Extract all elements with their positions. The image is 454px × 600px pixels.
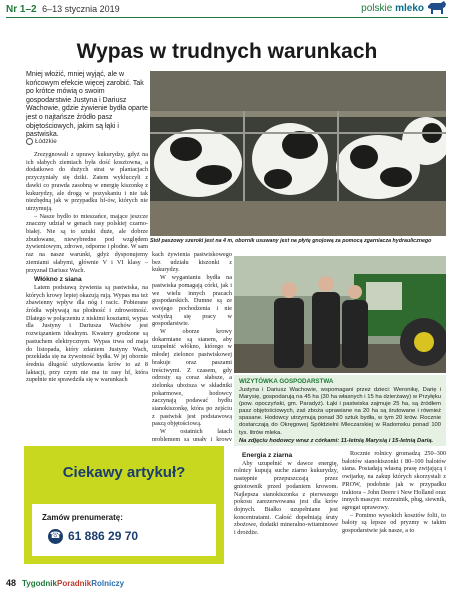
paragraph: Zrezygnowali z uprawy kukurydzy, gdyż na ich słabych ziemiach była dość kosztowna, a dodatkowo do dużych strat w plantacjach przyczyniały się dziki. Zatem wykluczyli z dawki co prawda zasobną w energię kiszonkę z kukurydzy, ale drogą w pozyskaniu i nie tak niezbędną jak w przypadku hf-ów, których nie utrzymują. bbox=[26, 151, 148, 212]
column-4 bbox=[342, 450, 446, 574]
location-icon bbox=[26, 138, 33, 145]
ad-phone-number[interactable]: 61 886 29 70 bbox=[68, 529, 139, 543]
subscription-ad[interactable] bbox=[24, 446, 224, 564]
paragraph: W oborze krowy dokarmiane są sianem, aby uzupełnić włókno, którego w młodej zielonce pastwiskowej brakuje oraz paszami treściwymi. Z czasem, gdy odrosty są coraz słabsze, a zielonka uboższa w składniki pokarmowe, hodowcy zaczynają podawać bydłu sianokiszonkę, która po zejściu z pastwisk jest podstawową paszą objętościową. bbox=[152, 328, 232, 428]
paragraph: kach żywienia pastwiskowego bez udziału kiszonki z kukurydzy. bbox=[152, 251, 232, 274]
paragraph: – Pomimo wysokich kosztów folii, to baloty są lepsze od pryzmy w takim gospodarstwie jak nasze, a to bbox=[342, 511, 446, 535]
subheading: Energia z ziarna bbox=[242, 452, 293, 459]
ad-label: Zamów prenumeratę: bbox=[42, 513, 123, 522]
source-label: Łódzkie bbox=[35, 138, 57, 146]
column-1 bbox=[26, 151, 148, 429]
ad-title: Ciekawy artykuł? bbox=[62, 464, 186, 481]
article-title: Wypas w trudnych warunkach bbox=[76, 40, 378, 63]
publication-part-a: Tygodnik bbox=[22, 579, 57, 588]
brand-part-a: polskie bbox=[361, 3, 393, 14]
column-2 bbox=[152, 251, 232, 441]
publication-part-b: Poradnik bbox=[56, 579, 92, 588]
box-caption: Na zdjęciu hodowcy wraz z córkami: 11-letnią Marysią i 15-letnią Darią. bbox=[239, 437, 434, 444]
column-3 bbox=[234, 450, 338, 574]
paragraph: Latem podstawą żywienia są pastwiska, na których krowy lepiej okazują rują. Wypas ma też zbawienny wpływ dla nóg i racic. Pobierane źródła wpływają na płodność i zdrowotność. Dlatego w połączeniu z niskimi kosztami, wypas dla Justyny i Dariusza Wachów jest rozwiązaniem idealnym. Kwatery grodzone są pastuchem elektrycznym. Wypas trwa od maja do listopada, który zdaniem Justyny Wach, przekłada się na żywotność bydła. W jej obornie średnia długość użytkowania krów to aż 8 laktacji, przy czym nie ma tu rasy hf, która zupełnie nie sprawdziła się w warunkach bbox=[26, 283, 148, 384]
photo-caption: Stół paszowy szeroki jest na 4 m, obornik usuwany jest na płytę gnojową za pomocą zgarniacza hydraulicznego bbox=[150, 238, 432, 244]
barn-cows-photo bbox=[150, 71, 446, 236]
issue-date: 6–13 stycznia 2019 bbox=[42, 4, 120, 14]
farmers-tractor-photo bbox=[234, 256, 446, 373]
subheading: Włókno z siana bbox=[34, 276, 82, 284]
paragraph: W wyganianiu bydła na pastwiska pomagają córki, jak i we wielu innych pracach gospodarskich. Dumne są ze swojego pochodzenia i nie wstydzą się pracy w gospodarstwie. bbox=[152, 274, 232, 328]
paragraph: – Nasze bydło to mieszańce, mające jeszcze znaczny udział w genach rasy polskiej czarno-białej. Nie są to sztuki duże, ale dobrze zbudowane, niewybredne pod względem żywieniowym, zdrowe, odporne i płodne. W sam raz na nasze warunki, gdyż dysponujemy ziemiami słabymi, głównie V i VI klasy – przyznał Dariusz Wach. bbox=[26, 212, 148, 274]
ad-panel bbox=[32, 504, 216, 556]
header-rule bbox=[6, 17, 448, 18]
paragraph: Aby uzupełnić w dawce energię, rolnicy kupują suche ziarno kukurydzy, następnie przepuszczają przez gniotownik przed podaniem krowom. Najlepsza sianokiszonka z pierwszego pokosu zarezerwowana jest dla krów dojnych. Białko uzupełniane jest koncentratami. Całość dopełniają śruty zbożowe, dodatki mineralno-witaminowe i drożdże. bbox=[234, 459, 338, 537]
issue-info bbox=[6, 4, 120, 15]
paragraph: Rocznie rolnicy gromadzą 250–300 balotów sianokiszonki i 80–100 balotów siana. Posiadają własną prasę zwijającą i owijarkę, na zakup których skorzystali z PROW, podobnie jak w przypadku traktora – John Deere i New Holland oraz innych maszyn: rozrzutnik, pług, siewnik, agregat uprawowy. bbox=[342, 450, 446, 511]
box-text: Justyna i Dariusz Wachowie, wspomagani przez dzieci: Weronikę, Darię i Marysię, gospodarują na 45 ha (30 ha własnych i 15 ha dzierżawy) w Przyłęku (pow. opoczyński, gm. Paradyż). Łąki i pastwiska zajmuje 25 ha, są źródłem pasz objętościowych, zaś zboża uprawiane na 20 ha są śrutowane i również spasane. Hodowcy utrzymują ponad 30 sztuk bydła, w tym 20 krów. Rocznie dostarczają do Okręgowej Spółdzielni Mleczarskiej w Radomsku ponad 100 tys. litrów mleka. bbox=[239, 387, 441, 436]
box-title: WIZYTÓWKA GOSPODARSTWA bbox=[239, 378, 334, 385]
brand-part-b: mleko bbox=[395, 3, 424, 14]
paragraph: W ostatnich latach problemem są upały i krowy bbox=[152, 428, 232, 441]
phone-icon: ☎ bbox=[48, 529, 63, 544]
issue-number: Nr 1–2 bbox=[6, 4, 37, 15]
publication-part-c: Rolniczy bbox=[91, 579, 125, 588]
article-lead: Mniej włożić, mniej wyjąć, ale w końcowym efekcie więcej zarobić. Tak po krótce mówią o swoim gospodarstwie Justyna i Dariusz Wachowie, gdzie żywienie bydła oparte jest o najtańsze źródło pasz objętościowych, jakim są łąki i pastwiska. bbox=[26, 71, 148, 139]
section-brand bbox=[361, 3, 424, 14]
article-source bbox=[26, 138, 57, 145]
farm-info-box bbox=[234, 375, 446, 446]
cow-logo-icon bbox=[426, 0, 448, 16]
page-footer bbox=[6, 578, 124, 588]
page-number: 48 bbox=[6, 578, 17, 588]
